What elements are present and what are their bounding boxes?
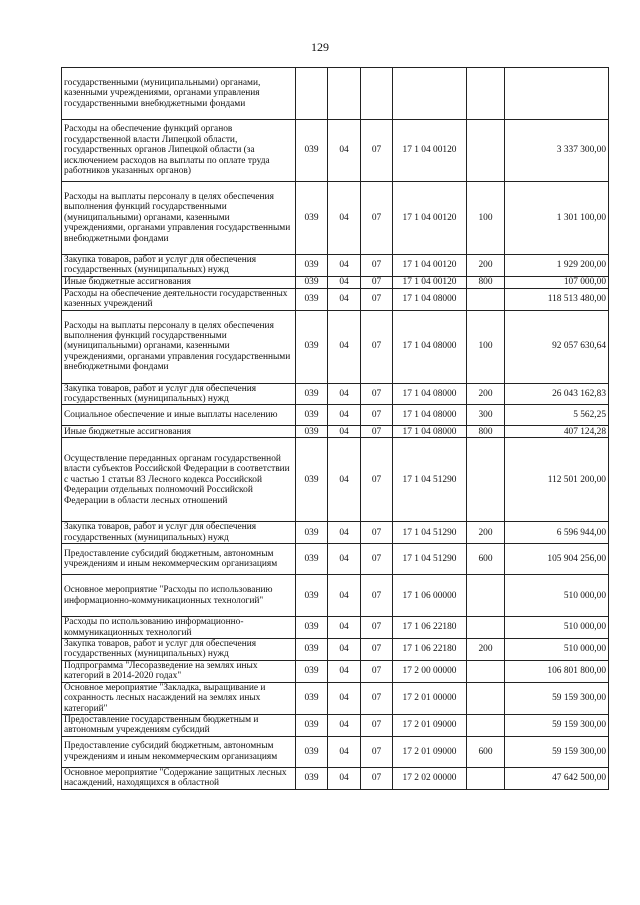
subsection-code: 07	[361, 544, 393, 575]
target-article-code: 17 1 04 51290	[393, 438, 467, 522]
item-name: Предоставление государственным бюджетным и автономным учреждениям субсидий	[62, 714, 296, 736]
expense-type-code	[467, 617, 505, 639]
item-name: Основное мероприятие "Закладка, выращивание и сохранность лесных насаждений на землях иных категорий"	[62, 682, 296, 714]
target-article-code: 17 1 04 08000	[393, 426, 467, 438]
subsection-code: 07	[361, 383, 393, 405]
expense-type-code	[467, 68, 505, 120]
grbs-code: 039	[296, 522, 328, 544]
item-name: Закупка товаров, работ и услуг для обеспечения государственных (муниципальных) нужд	[62, 639, 296, 661]
amount: 112 501 200,00	[505, 438, 609, 522]
subsection-code: 07	[361, 575, 393, 617]
subsection-code: 07	[361, 682, 393, 714]
item-name: Закупка товаров, работ и услуг для обеспечения государственных (муниципальных) нужд	[62, 255, 296, 277]
section-code: 04	[328, 660, 361, 682]
section-code: 04	[328, 120, 361, 182]
table-row	[62, 405, 609, 426]
expense-type-code: 800	[467, 426, 505, 438]
amount: 3 337 300,00	[505, 120, 609, 182]
grbs-code: 039	[296, 405, 328, 426]
subsection-code: 07	[361, 276, 393, 288]
section-code: 04	[328, 405, 361, 426]
expense-type-code	[467, 767, 505, 789]
amount: 59 159 300,00	[505, 682, 609, 714]
target-article-code: 17 1 06 22180	[393, 639, 467, 661]
table-row	[62, 182, 609, 255]
grbs-code: 039	[296, 660, 328, 682]
section-code: 04	[328, 639, 361, 661]
target-article-code: 17 2 01 09000	[393, 736, 467, 767]
table-row	[62, 714, 609, 736]
expense-type-code	[467, 575, 505, 617]
section-code	[328, 68, 361, 120]
table-row	[62, 767, 609, 789]
expense-type-code	[467, 438, 505, 522]
target-article-code: 17 2 02 00000	[393, 767, 467, 789]
item-name: Расходы на выплаты персоналу в целях обеспечения выполнения функций государственными (муниципальными) органами, казенными учреждениями, органами управления государственными внебюджетными фондами	[62, 182, 296, 255]
amount: 1 301 100,00	[505, 182, 609, 255]
target-article-code	[393, 68, 467, 120]
target-article-code: 17 1 04 00120	[393, 276, 467, 288]
target-article-code: 17 1 04 00120	[393, 255, 467, 277]
grbs-code: 039	[296, 276, 328, 288]
target-article-code: 17 2 01 09000	[393, 714, 467, 736]
subsection-code: 07	[361, 288, 393, 310]
table-row	[62, 639, 609, 661]
grbs-code: 039	[296, 182, 328, 255]
section-code: 04	[328, 438, 361, 522]
expense-type-code	[467, 682, 505, 714]
item-name: Закупка товаров, работ и услуг для обеспечения государственных (муниципальных) нужд	[62, 522, 296, 544]
section-code: 04	[328, 617, 361, 639]
expense-type-code: 200	[467, 639, 505, 661]
grbs-code: 039	[296, 288, 328, 310]
grbs-code: 039	[296, 426, 328, 438]
table-row	[62, 255, 609, 277]
subsection-code: 07	[361, 522, 393, 544]
section-code: 04	[328, 767, 361, 789]
expense-type-code: 800	[467, 276, 505, 288]
grbs-code: 039	[296, 639, 328, 661]
grbs-code: 039	[296, 255, 328, 277]
item-name: Основное мероприятие "Содержание защитных лесных насаждений, находящихся в областной	[62, 767, 296, 789]
amount: 107 000,00	[505, 276, 609, 288]
expense-type-code	[467, 288, 505, 310]
table-row	[62, 438, 609, 522]
amount: 510 000,00	[505, 575, 609, 617]
item-name: Иные бюджетные ассигнования	[62, 276, 296, 288]
expense-type-code: 200	[467, 383, 505, 405]
amount: 5 562,25	[505, 405, 609, 426]
grbs-code: 039	[296, 736, 328, 767]
section-code: 04	[328, 522, 361, 544]
amount: 510 000,00	[505, 617, 609, 639]
target-article-code: 17 1 04 00120	[393, 120, 467, 182]
subsection-code: 07	[361, 182, 393, 255]
item-name: Закупка товаров, работ и услуг для обеспечения государственных (муниципальных) нужд	[62, 383, 296, 405]
target-article-code: 17 1 04 08000	[393, 310, 467, 383]
item-name: Расходы на обеспечение функций органов государственной власти Липецкой области, государственных органов Липецкой области (за исключением расходов на выплаты по оплате труда работников указанных органов)	[62, 120, 296, 182]
subsection-code: 07	[361, 310, 393, 383]
section-code: 04	[328, 276, 361, 288]
grbs-code: 039	[296, 544, 328, 575]
section-code: 04	[328, 575, 361, 617]
item-name: Осуществление переданных органам государственной власти субъектов Российской Федерации в соответствии с частью 1 статьи 83 Лесного кодекса Российской Федерации отдельных полномочий Российской Федерации в области лесных отношений	[62, 438, 296, 522]
item-name: Основное мероприятие "Расходы по использованию информационно-коммуникационных технологий"	[62, 575, 296, 617]
expense-type-code: 100	[467, 182, 505, 255]
amount: 92 057 630,64	[505, 310, 609, 383]
grbs-code: 039	[296, 767, 328, 789]
target-article-code: 17 1 06 00000	[393, 575, 467, 617]
table-row	[62, 736, 609, 767]
target-article-code: 17 1 06 22180	[393, 617, 467, 639]
section-code: 04	[328, 288, 361, 310]
target-article-code: 17 1 04 08000	[393, 405, 467, 426]
item-name: Социальное обеспечение и иные выплаты населению	[62, 405, 296, 426]
section-code: 04	[328, 182, 361, 255]
amount: 106 801 800,00	[505, 660, 609, 682]
expense-type-code: 200	[467, 522, 505, 544]
amount: 105 904 256,00	[505, 544, 609, 575]
subsection-code	[361, 68, 393, 120]
amount: 510 000,00	[505, 639, 609, 661]
table-row	[62, 310, 609, 383]
target-article-code: 17 1 04 51290	[393, 544, 467, 575]
expense-type-code: 600	[467, 544, 505, 575]
amount: 6 596 944,00	[505, 522, 609, 544]
grbs-code: 039	[296, 714, 328, 736]
target-article-code: 17 1 04 00120	[393, 182, 467, 255]
subsection-code: 07	[361, 255, 393, 277]
item-name: Расходы по использованию информационно-коммуникационных технологий	[62, 617, 296, 639]
section-code: 04	[328, 682, 361, 714]
table-row	[62, 544, 609, 575]
subsection-code: 07	[361, 426, 393, 438]
subsection-code: 07	[361, 639, 393, 661]
table-row	[62, 276, 609, 288]
grbs-code	[296, 68, 328, 120]
item-name: государственными (муниципальными) органами, казенными учреждениями, органами управления государственными внебюджетными фондами	[62, 68, 296, 120]
target-article-code: 17 1 04 08000	[393, 383, 467, 405]
target-article-code: 17 2 01 00000	[393, 682, 467, 714]
amount: 1 929 200,00	[505, 255, 609, 277]
amount: 59 159 300,00	[505, 714, 609, 736]
grbs-code: 039	[296, 682, 328, 714]
expense-type-code: 200	[467, 255, 505, 277]
subsection-code: 07	[361, 617, 393, 639]
amount: 407 124,28	[505, 426, 609, 438]
grbs-code: 039	[296, 575, 328, 617]
item-name: Расходы на обеспечение деятельности государственных казенных учреждений	[62, 288, 296, 310]
expense-type-code: 600	[467, 736, 505, 767]
section-code: 04	[328, 544, 361, 575]
item-name: Иные бюджетные ассигнования	[62, 426, 296, 438]
item-name: Предоставление субсидий бюджетным, автономным учреждениям и иным некоммерческим организациям	[62, 544, 296, 575]
table-row	[62, 426, 609, 438]
table-row	[62, 383, 609, 405]
section-code: 04	[328, 255, 361, 277]
expense-type-code: 300	[467, 405, 505, 426]
table-row	[62, 660, 609, 682]
table-row	[62, 120, 609, 182]
section-code: 04	[328, 383, 361, 405]
table-row	[62, 617, 609, 639]
subsection-code: 07	[361, 767, 393, 789]
subsection-code: 07	[361, 120, 393, 182]
grbs-code: 039	[296, 120, 328, 182]
subsection-code: 07	[361, 660, 393, 682]
expense-type-code	[467, 660, 505, 682]
amount: 118 513 480,00	[505, 288, 609, 310]
expense-type-code: 100	[467, 310, 505, 383]
table-row	[62, 68, 609, 120]
subsection-code: 07	[361, 714, 393, 736]
item-name: Расходы на выплаты персоналу в целях обеспечения выполнения функций государственными (муниципальными) органами, казенными учреждениями, органами управления государственными внебюджетными фондами	[62, 310, 296, 383]
section-code: 04	[328, 310, 361, 383]
grbs-code: 039	[296, 617, 328, 639]
expense-type-code	[467, 120, 505, 182]
grbs-code: 039	[296, 438, 328, 522]
amount: 47 642 500,00	[505, 767, 609, 789]
table-row	[62, 682, 609, 714]
grbs-code: 039	[296, 310, 328, 383]
target-article-code: 17 2 00 00000	[393, 660, 467, 682]
table-row	[62, 575, 609, 617]
expense-type-code	[467, 714, 505, 736]
subsection-code: 07	[361, 736, 393, 767]
amount: 59 159 300,00	[505, 736, 609, 767]
subsection-code: 07	[361, 405, 393, 426]
table-row	[62, 288, 609, 310]
target-article-code: 17 1 04 08000	[393, 288, 467, 310]
table-row	[62, 522, 609, 544]
budget-table	[61, 67, 609, 790]
section-code: 04	[328, 426, 361, 438]
section-code: 04	[328, 736, 361, 767]
grbs-code: 039	[296, 383, 328, 405]
item-name: Подпрограмма "Лесоразведение на землях иных категорий в 2014-2020 годах"	[62, 660, 296, 682]
page-number: 129	[311, 40, 329, 54]
target-article-code: 17 1 04 51290	[393, 522, 467, 544]
subsection-code: 07	[361, 438, 393, 522]
item-name: Предоставление субсидий бюджетным, автономным учреждениям и иным некоммерческим организациям	[62, 736, 296, 767]
budget-table-body	[62, 68, 609, 790]
amount: 26 043 162,83	[505, 383, 609, 405]
amount	[505, 68, 609, 120]
section-code: 04	[328, 714, 361, 736]
